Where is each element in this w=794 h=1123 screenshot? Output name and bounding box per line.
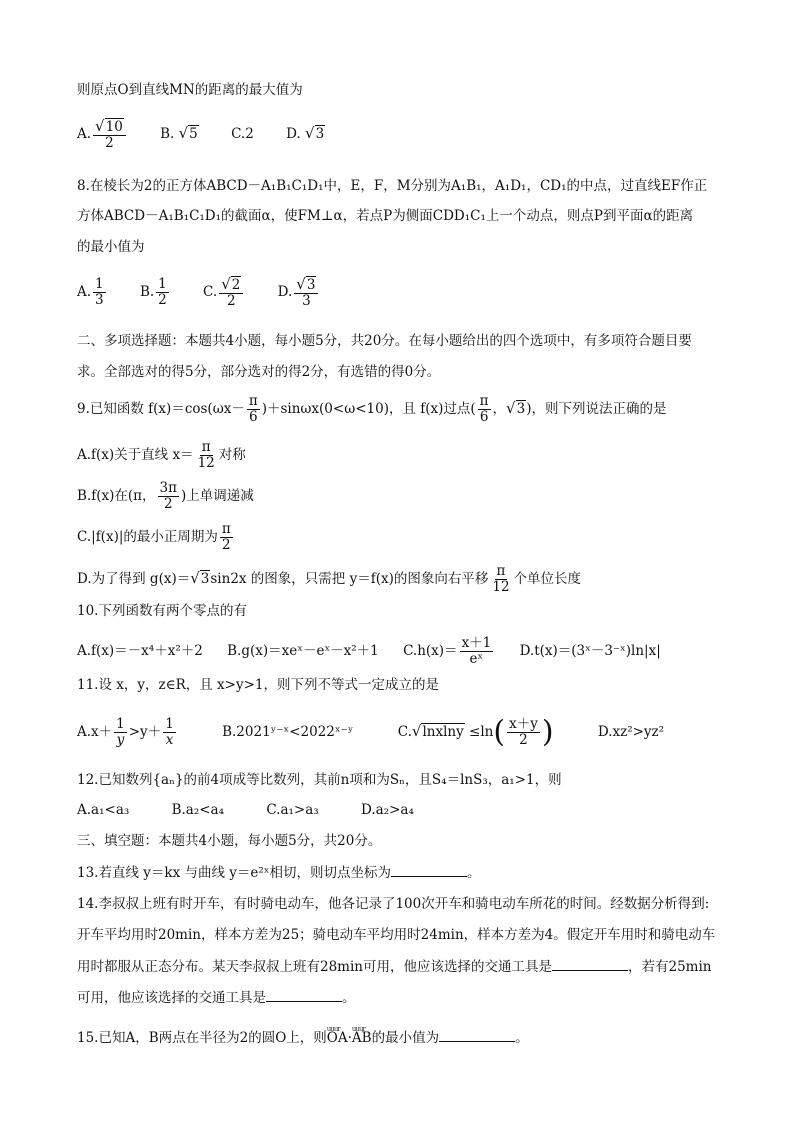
- q11-option-c: C.√lnxlny ≤ln( $\frac{x+y}{2}$ ): [397, 714, 554, 750]
- q11-stem: 11.设 x，y，z∈R，且 x>y>1，则下列不等式一定成立的是: [77, 677, 440, 693]
- q8-option-b: B. $\frac{1}{2}$: [139, 276, 167, 308]
- q12-option-a: A.a₁<a₃: [77, 802, 130, 818]
- q7-option-b: B. √5: [160, 123, 198, 142]
- q12-option-b: B.a₂<a₄: [171, 802, 225, 818]
- answer-blank[interactable]: [391, 862, 467, 877]
- q10-option-d: D.t(x)＝(3ˣ－3⁻ˣ)ln|x|: [519, 642, 661, 659]
- q10-option-c: C.h(x)＝ $\frac{x+1}{\text{eˣ}}$: [403, 635, 492, 667]
- q7-options: [77, 118, 353, 151]
- q9-option-b: B.f(x)在(π， $\frac{3\pi}{2}$ )上单调递减: [77, 480, 254, 512]
- q14-line-1: 14.李叔叔上班有时开车，有时骑电动车，他各记录了100次开车和骑电动车所花的时间。经数据分析得到:: [77, 896, 710, 912]
- q13: 13.若直线 y＝kx 与曲线 y＝e²ˣ相切，则切点坐标为 。: [77, 862, 481, 883]
- q14-line-4: 可用，他应该选择的交通工具是 。: [77, 987, 356, 1008]
- section-3-heading: 三、填空题：本题共4小题，每小题5分，共20分。: [77, 833, 382, 849]
- section-2-heading: 二、多项选择题：本题共4小题，每小题5分，共20分。在每小题给出的四个选项中，有多项符合题目要: [77, 333, 692, 349]
- q9-option-c: C.|f(x)|的最小正周期为 $\frac{\pi}{2}$: [77, 521, 231, 553]
- q9-option-a: A.f(x)关于直线 x＝ $\frac{\pi}{12}$ 对称: [77, 439, 246, 471]
- q9-option-d: D.为了得到 g(x)＝√3sin2x 的图象，只需把 y＝f(x)的图象向右平移 $\frac{\pi}{12}$ 个单位长度: [77, 563, 582, 595]
- q8-line-3: 的最小值为: [77, 239, 145, 255]
- q8-option-c: C. $\frac{√2}{2}$: [203, 276, 245, 309]
- q12-stem: 12.已知数列{aₙ}的前4项成等比数列，其前n项和为Sₙ，且S₄＝lnS₃，a₁>1，则: [77, 772, 562, 788]
- answer-blank[interactable]: [552, 956, 628, 971]
- q10-option-b: B.g(x)＝xeˣ－eˣ－x²＋1: [227, 642, 379, 659]
- q11-options: [77, 714, 692, 750]
- q7-tail: 则原点O到直线MN的距离的最大值为: [77, 82, 303, 98]
- q11-option-d: D.xz²>yz²: [597, 723, 665, 740]
- section-2-line-2: 求。全部选对的得5分，部分选对的得2分，有选错的得0分。: [77, 364, 441, 380]
- q12-option-d: D.a₂>a₄: [361, 802, 414, 818]
- q14-line-2: 开车平均用时20min，样本方差为25；骑电动车平均用时24min，样本方差为4。假定开车用时和骑电动车: [77, 927, 716, 943]
- q10-option-a: A.f(x)＝－x⁴＋x²＋2: [77, 642, 203, 659]
- q10-options: [77, 636, 689, 667]
- q8-line-1: 8.在棱长为2的正方体ABCD－A₁B₁C₁D₁中，E，F，M分别为A₁B₁，A₁D₁，CD₁的中点，过直线EF作正: [77, 178, 708, 194]
- vector-oa: uuur OA: [327, 1028, 348, 1048]
- q12-option-c: C.a₁>a₃: [266, 802, 319, 818]
- q10-stem: 10.下列函数有两个零点的有: [77, 603, 247, 619]
- q9-stem: 9.已知函数 f(x)＝cos(ωx－ $\frac{\pi}{6}$ )＋sinωx(0<ω<10)，且 f(x)过点( $\frac{\pi}{6}$ ，√3)，则下列说法正确的是: [77, 393, 667, 425]
- q11-option-a: A.x＋ $\frac{1}{y}$ >y＋ $\frac{1}{x}$: [77, 716, 174, 748]
- q8-line-2: 方体ABCD－A₁B₁C₁D₁的截面α，使FM⊥α，若点P为侧面CDD₁C₁上一个动点，则点P到平面α的距离: [77, 208, 694, 224]
- q7-option-a: A. $\frac{√10}{2}$: [77, 118, 128, 151]
- vector-ab: uuur AB: [352, 1028, 372, 1048]
- q15: 15.已知A，B两点在半径为2的圆O上，则uuur OA·uuur AB的最小值为 。: [77, 1027, 529, 1048]
- q8-options: [77, 276, 348, 309]
- q12-options: [77, 800, 442, 820]
- q14-line-3: 用时都服从正态分布。某天李叔叔上班有28min可用，他应该选择的交通工具是 ，若有25min: [77, 956, 712, 977]
- q7-option-c: C.2: [231, 125, 254, 142]
- q8-option-d: D. $\frac{√3}{3}$: [278, 276, 321, 309]
- q11-option-b: B.2021ʸ⁻ˣ<2022ˣ⁻ʸ: [222, 723, 354, 740]
- q7-option-d: D. √3: [286, 123, 325, 142]
- answer-blank[interactable]: [266, 987, 342, 1002]
- q8-option-a: A. $\frac{1}{3}$: [77, 276, 104, 308]
- answer-blank[interactable]: [439, 1027, 515, 1042]
